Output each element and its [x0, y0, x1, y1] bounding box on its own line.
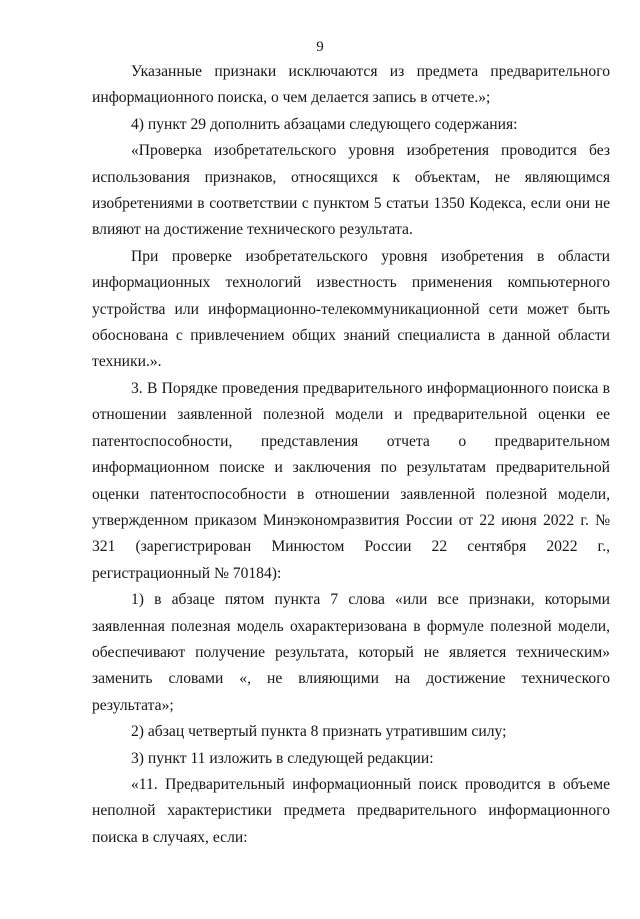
paragraph-2: 4) пункт 29 дополнить абзацами следующего содержания:	[131, 115, 518, 133]
paragraph-4: При проверке изобретательского уровня изобретения в области информационных технологий известность применения компьютерного устройства или информационно-телекоммуникационной сети может быть обоснована с привлечением общих знаний специалиста в данной области техники.».	[92, 247, 610, 371]
paragraph-1: Указанные признаки исключаются из предмета предварительного информационного поиска, о чем делается запись в отчете.»;	[92, 63, 610, 107]
paragraph-5: 3. В Порядке проведения предварительного информационного поиска в отношении заявленной полезной модели и предварительной оценки ее патентоспособности, представления отчета о предварительном информационном поиске и заключения по результатам предварительной оценки патентоспособности в отношении заявленной полезной модели, утвержденном приказом Минэкономразвития России от 22 июня 2022 г. № 321 (зарегистрирован Минюстом России 22 сентября 2022 г., регистрационный № 70184):	[92, 379, 610, 582]
paragraph-9: «11. Предварительный информационный поиск проводится в объеме неполной характеристики предмета предварительного информационного поиска в случаях, если:	[92, 775, 610, 846]
page-number: 9	[316, 39, 324, 55]
paragraph-8: 3) пункт 11 изложить в следующей редакции:	[131, 749, 434, 767]
paragraph-3: «Проверка изобретательского уровня изобретения проводится без использования признаков, относящихся к объектам, не являющимся изобретениями в соответствии с пунктом 5 статьи 1350 Кодекса, если они не влияют на достижение технического результата.	[92, 142, 610, 239]
paragraph-7: 2) абзац четвертый пункта 8 признать утратившим силу;	[131, 723, 507, 741]
document-body	[92, 59, 610, 851]
paragraph-6: 1) в абзаце пятом пункта 7 слова «или все признаки, которыми заявленная полезная модель охарактеризована в формуле полезной модели, обеспечивают получение результата, который не является техническим» заменить словами «, не влияющими на достижение технического результата»;	[92, 591, 610, 714]
